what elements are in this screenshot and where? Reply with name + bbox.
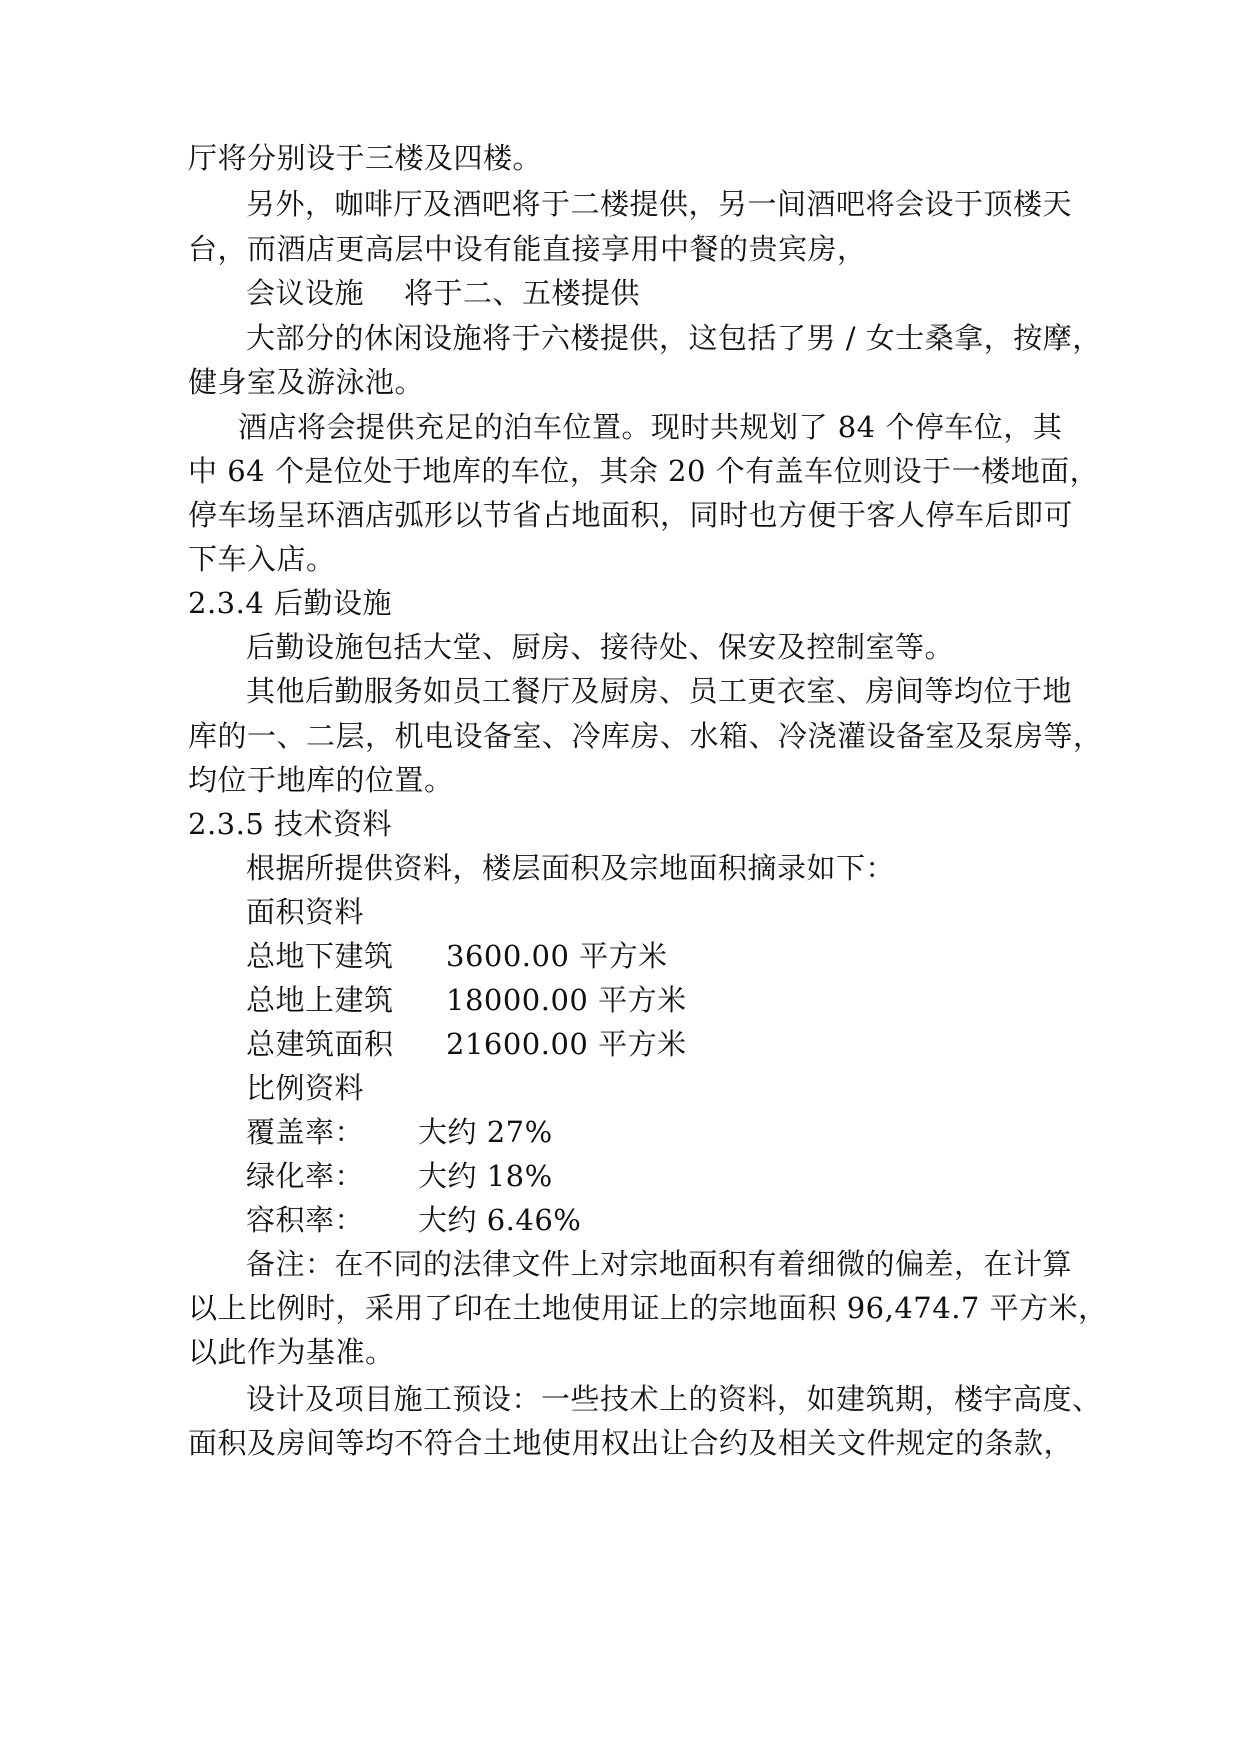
paragraph-line: 酒店将会提供充足的泊车位置。现时共规划了 84 个停车位，其: [238, 410, 1063, 444]
ratio-title: 比例资料: [246, 1071, 365, 1105]
section-heading: 2.3.4 后勤设施: [188, 586, 393, 620]
paragraph-line: 另外，咖啡厅及酒吧将于二楼提供，另一间酒吧将会设于顶楼天: [246, 187, 1073, 221]
section-heading: 2.3.5 技术资料: [188, 807, 393, 841]
ratio-row: [246, 1114, 846, 1150]
area-row-value: 3600.00 平方米: [446, 939, 668, 973]
meeting-value: 将于二、五楼提供: [404, 276, 641, 310]
ratio-row-value: 大约 6.46%: [418, 1203, 582, 1237]
paragraph-line: 以上比例时，采用了印在土地使用证上的宗地面积 96,474.7 平方米，: [188, 1291, 1108, 1325]
area-row-label: 总地上建筑: [246, 983, 394, 1017]
ratio-row-label: 容积率：: [246, 1203, 365, 1237]
area-row: [246, 1026, 846, 1062]
area-row: [246, 938, 846, 974]
paragraph-line: 面积及房间等均不符合土地使用权出让合约及相关文件规定的条款，: [188, 1426, 1074, 1460]
meeting-label: 会议设施: [246, 276, 365, 310]
paragraph-line: 停车场呈环酒店弧形以节省占地面积，同时也方便于客人停车后即可: [188, 498, 1074, 532]
area-row-label: 总建筑面积: [246, 1027, 394, 1061]
paragraph-line: 后勤设施包括大堂、厨房、接待处、保安及控制室等。: [246, 630, 955, 664]
area-row-label: 总地下建筑: [246, 939, 394, 973]
paragraph-line: 根据所提供资料，楼层面积及宗地面积摘录如下：: [246, 851, 896, 885]
area-row-value: 18000.00 平方米: [446, 983, 687, 1017]
paragraph-line: 其他后勤服务如员工餐厅及厨房、员工更衣室、房间等均位于地: [246, 674, 1073, 708]
paragraph-line: 中 64 个是位处于地库的车位，其余 20 个有盖车位则设于一楼地面，: [188, 454, 1100, 488]
area-row: [246, 982, 846, 1018]
ratio-row: [246, 1158, 846, 1194]
area-row-value: 21600.00 平方米: [446, 1027, 687, 1061]
paragraph-line: 厅将分别设于三楼及四楼。: [188, 141, 543, 175]
paragraph-line: 均位于地库的位置。: [188, 763, 454, 797]
paragraph-line: 下车入店。: [188, 542, 336, 576]
area-title: 面积资料: [246, 895, 365, 929]
ratio-row-value: 大约 27%: [418, 1115, 553, 1149]
paragraph-line: 设计及项目施工预设：一些技术上的资料，如建筑期，楼宇高度、: [246, 1382, 1102, 1416]
ratio-row: [246, 1202, 846, 1238]
paragraph-line: 健身室及游泳池。: [188, 365, 425, 399]
meeting-facility-line: [246, 275, 641, 311]
ratio-row-label: 覆盖率：: [246, 1115, 365, 1149]
paragraph-line: 备注：在不同的法律文件上对宗地面积有着细微的偏差，在计算: [246, 1247, 1073, 1281]
paragraph-line: 库的一、二层，机电设备室、冷库房、水箱、冷浇灌设备室及泵房等，: [188, 719, 1103, 753]
ratio-row-value: 大约 18%: [418, 1159, 553, 1193]
paragraph-line: 大部分的休闲设施将于六楼提供，这包括了男 / 女士桑拿，按摩，: [246, 321, 1102, 355]
ratio-row-label: 绿化率：: [246, 1159, 365, 1193]
paragraph-line: 台，而酒店更高层中设有能直接享用中餐的贵宾房，: [188, 232, 867, 266]
paragraph-line: 以此作为基准。: [188, 1335, 395, 1369]
